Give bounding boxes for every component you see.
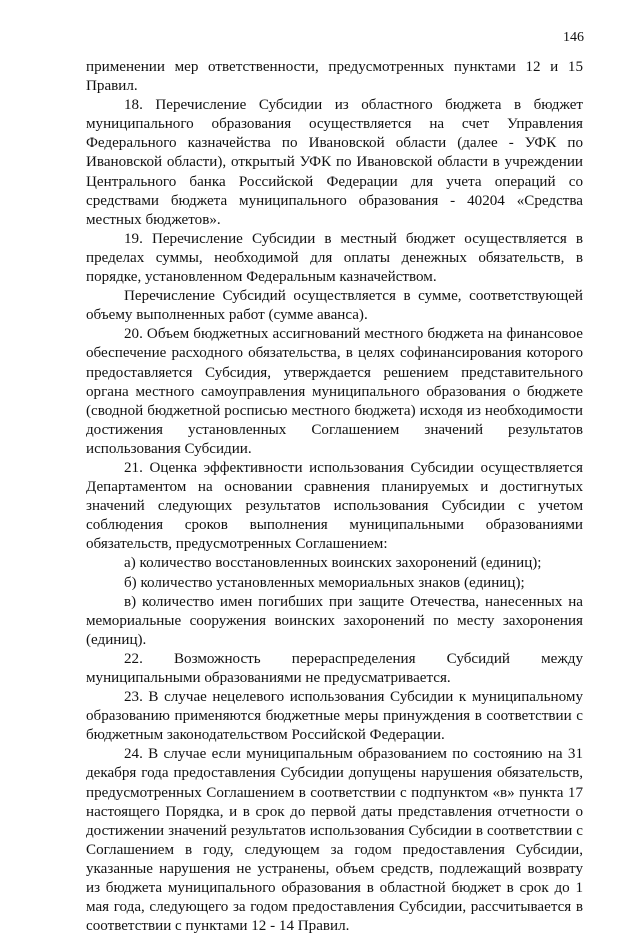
page-number: 146	[563, 30, 584, 45]
paragraph-23: 23. В случае нецелевого использования Субсидии к муниципальному образованию применяются бюджетные меры принуждения в соответствии с бюджетным законодательством Российской Федерации.	[86, 689, 583, 744]
paragraph-24: 24. В случае если муниципальным образованием по состоянию на 31 декабря года предоставления Субсидии допущены нарушения обязательств, предусмотренных Соглашением в соответствии с подпунктом «в» пункта 17 настоящего Порядка, и в срок до первой даты представления отчетности о достижении значений результатов использования Субсидии в соответствии с Соглашением в году, следующем за годом предоставления Субсидии, указанные нарушения не устранены, объем средств, подлежащий возврату из бюджета муниципального образования в областной бюджет в срок до 1 мая года, следующего за годом предоставления Субсидии, рассчитывается в соответствии с пунктами 12 - 14 Правил.	[86, 746, 583, 935]
paragraph-continuation: применении мер ответственности, предусмотренных пунктами 12 и 15 Правил.	[86, 59, 583, 95]
paragraph-20: 20. Объем бюджетных ассигнований местного бюджета на финансовое обеспечение расходного обязательства, в целях софинансирования которого предоставляется Субсидия, утверждается решением представительного органа местного самоуправления муниципального образования о бюджете (сводной бюджетной росписью местного бюджета) исходя из необходимости достижения установленных Соглашением значений результатов использования Субсидии.	[86, 326, 583, 457]
paragraph-21-item-b: б) количество установленных мемориальных знаков (единиц);	[124, 574, 525, 591]
paragraph-21: 21. Оценка эффективности использования Субсидии осуществляется Департаментом на основании сравнения планируемых и достигнутых значений следующих результатов использования Субсидии с учетом соблюдения сроков выполнения муниципальными образованиями обязательств, предусмотренных Соглашением:	[86, 459, 583, 553]
paragraph-18: 18. Перечисление Субсидии из областного бюджета в бюджет муниципального образования осуществляется на счет Управления Федерального казначейства по Ивановской области (далее - УФК по Ивановской области), открытый УФК по Ивановской области в учреждении Центрального банка Российской Федерации для учета операций со средствами бюджета муниципального образования - 40204 «Средства местных бюджетов».	[86, 97, 583, 228]
document-body	[86, 58, 583, 936]
paragraph-19: 19. Перечисление Субсидии в местный бюджет осуществляется в пределах суммы, необходимой для оплаты денежных обязательств, в порядке, установленном Федеральным казначейством.	[86, 230, 583, 286]
paragraph-21-item-c: в) количество имен погибших при защите Отечества, нанесенных на мемориальные сооружения воинских захоронений по месту захоронения (единиц).	[86, 593, 583, 648]
paragraph-21-item-a: а) количество восстановленных воинских захоронений (единиц);	[124, 555, 542, 572]
paragraph-22: 22. Возможность перераспределения Субсидий между муниципальными образованиями не предусматривается.	[86, 650, 583, 686]
paragraph-19-continuation: Перечисление Субсидий осуществляется в сумме, соответствующей объему выполненных работ (сумме аванса).	[86, 288, 583, 324]
